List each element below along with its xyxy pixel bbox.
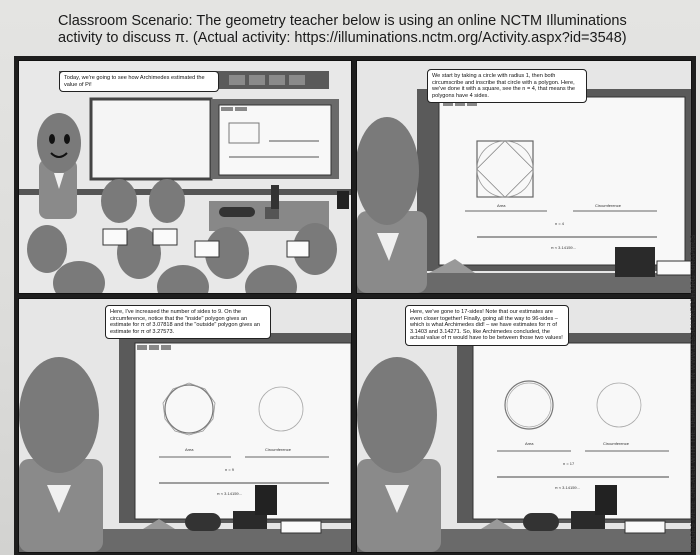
speech-bubble-3: Here, I've increased the number of sides to 9. On the circumference, notice that the "inside" polygon gives an estimate for π of 3.07818 and the "outside" polygon gives an estimate for π of 3.27573. [105,305,271,339]
screen-area-label-4: Area [525,441,534,446]
header-line-2: activity to discuss π. (Actual activity: https://illuminations.nctm.org/Activity.aspx?id=3548) [58,30,627,46]
screen-area-label-3: Area [185,447,194,452]
screen-circumference-label: Circumference [595,203,622,208]
screen-n-value: n = 4 [555,221,565,226]
speech-bubble-1: Today, we're going to see how Archimedes estimated the value of Pi! [59,71,219,92]
screen-pi-estimate: π ≈ 3.14159... [551,245,576,250]
screen-n-value-4: n = 17 [563,461,575,466]
screen-area-label: Area [497,203,506,208]
speech-bubble-4: Here, we've gone to 17-sides! Note that our estimates are even closer together! Finally, going all the way to 96-sides – which is what Archimedes did! – we have estimates for π of 3.1403 and 3.14271. So, like Archimedes concluded, the actual value of π would have to be between those two values! [405,305,569,346]
comic-panel-3 [18,298,352,553]
screen-pi-estimate-3: π ≈ 3.14159... [217,491,242,496]
header-line-1: Classroom Scenario: The geometry teacher below is using an online NCTM Illuminations [58,13,627,29]
screen-pi-estimate-4: π ≈ 3.14159... [555,485,580,490]
classroom-scene-1 [19,61,351,293]
speech-bubble-2: We start by taking a circle with radius 1, then both circumscribe and inscribe that circle with a polygon. Here, we've done it with a square, see the n = 4, that means the polygons have 4 sides. [427,69,587,103]
comic-panel-4 [356,298,692,553]
comic-panel-2 [356,60,692,294]
screen-circumference-label-4: Circumference [603,441,630,446]
image-credit: IMAGES WERE CREATED WITH THE DEPICT TOOL IN WWW.LESSONSKETCH.ORG. GRAPHICS [690,234,697,550]
comic-strip [14,56,696,555]
scenario-header [58,13,658,47]
screen-n-value-3: n = 9 [225,467,235,472]
comic-panel-1 [18,60,352,294]
screen-circumference-label-3: Circumference [265,447,292,452]
